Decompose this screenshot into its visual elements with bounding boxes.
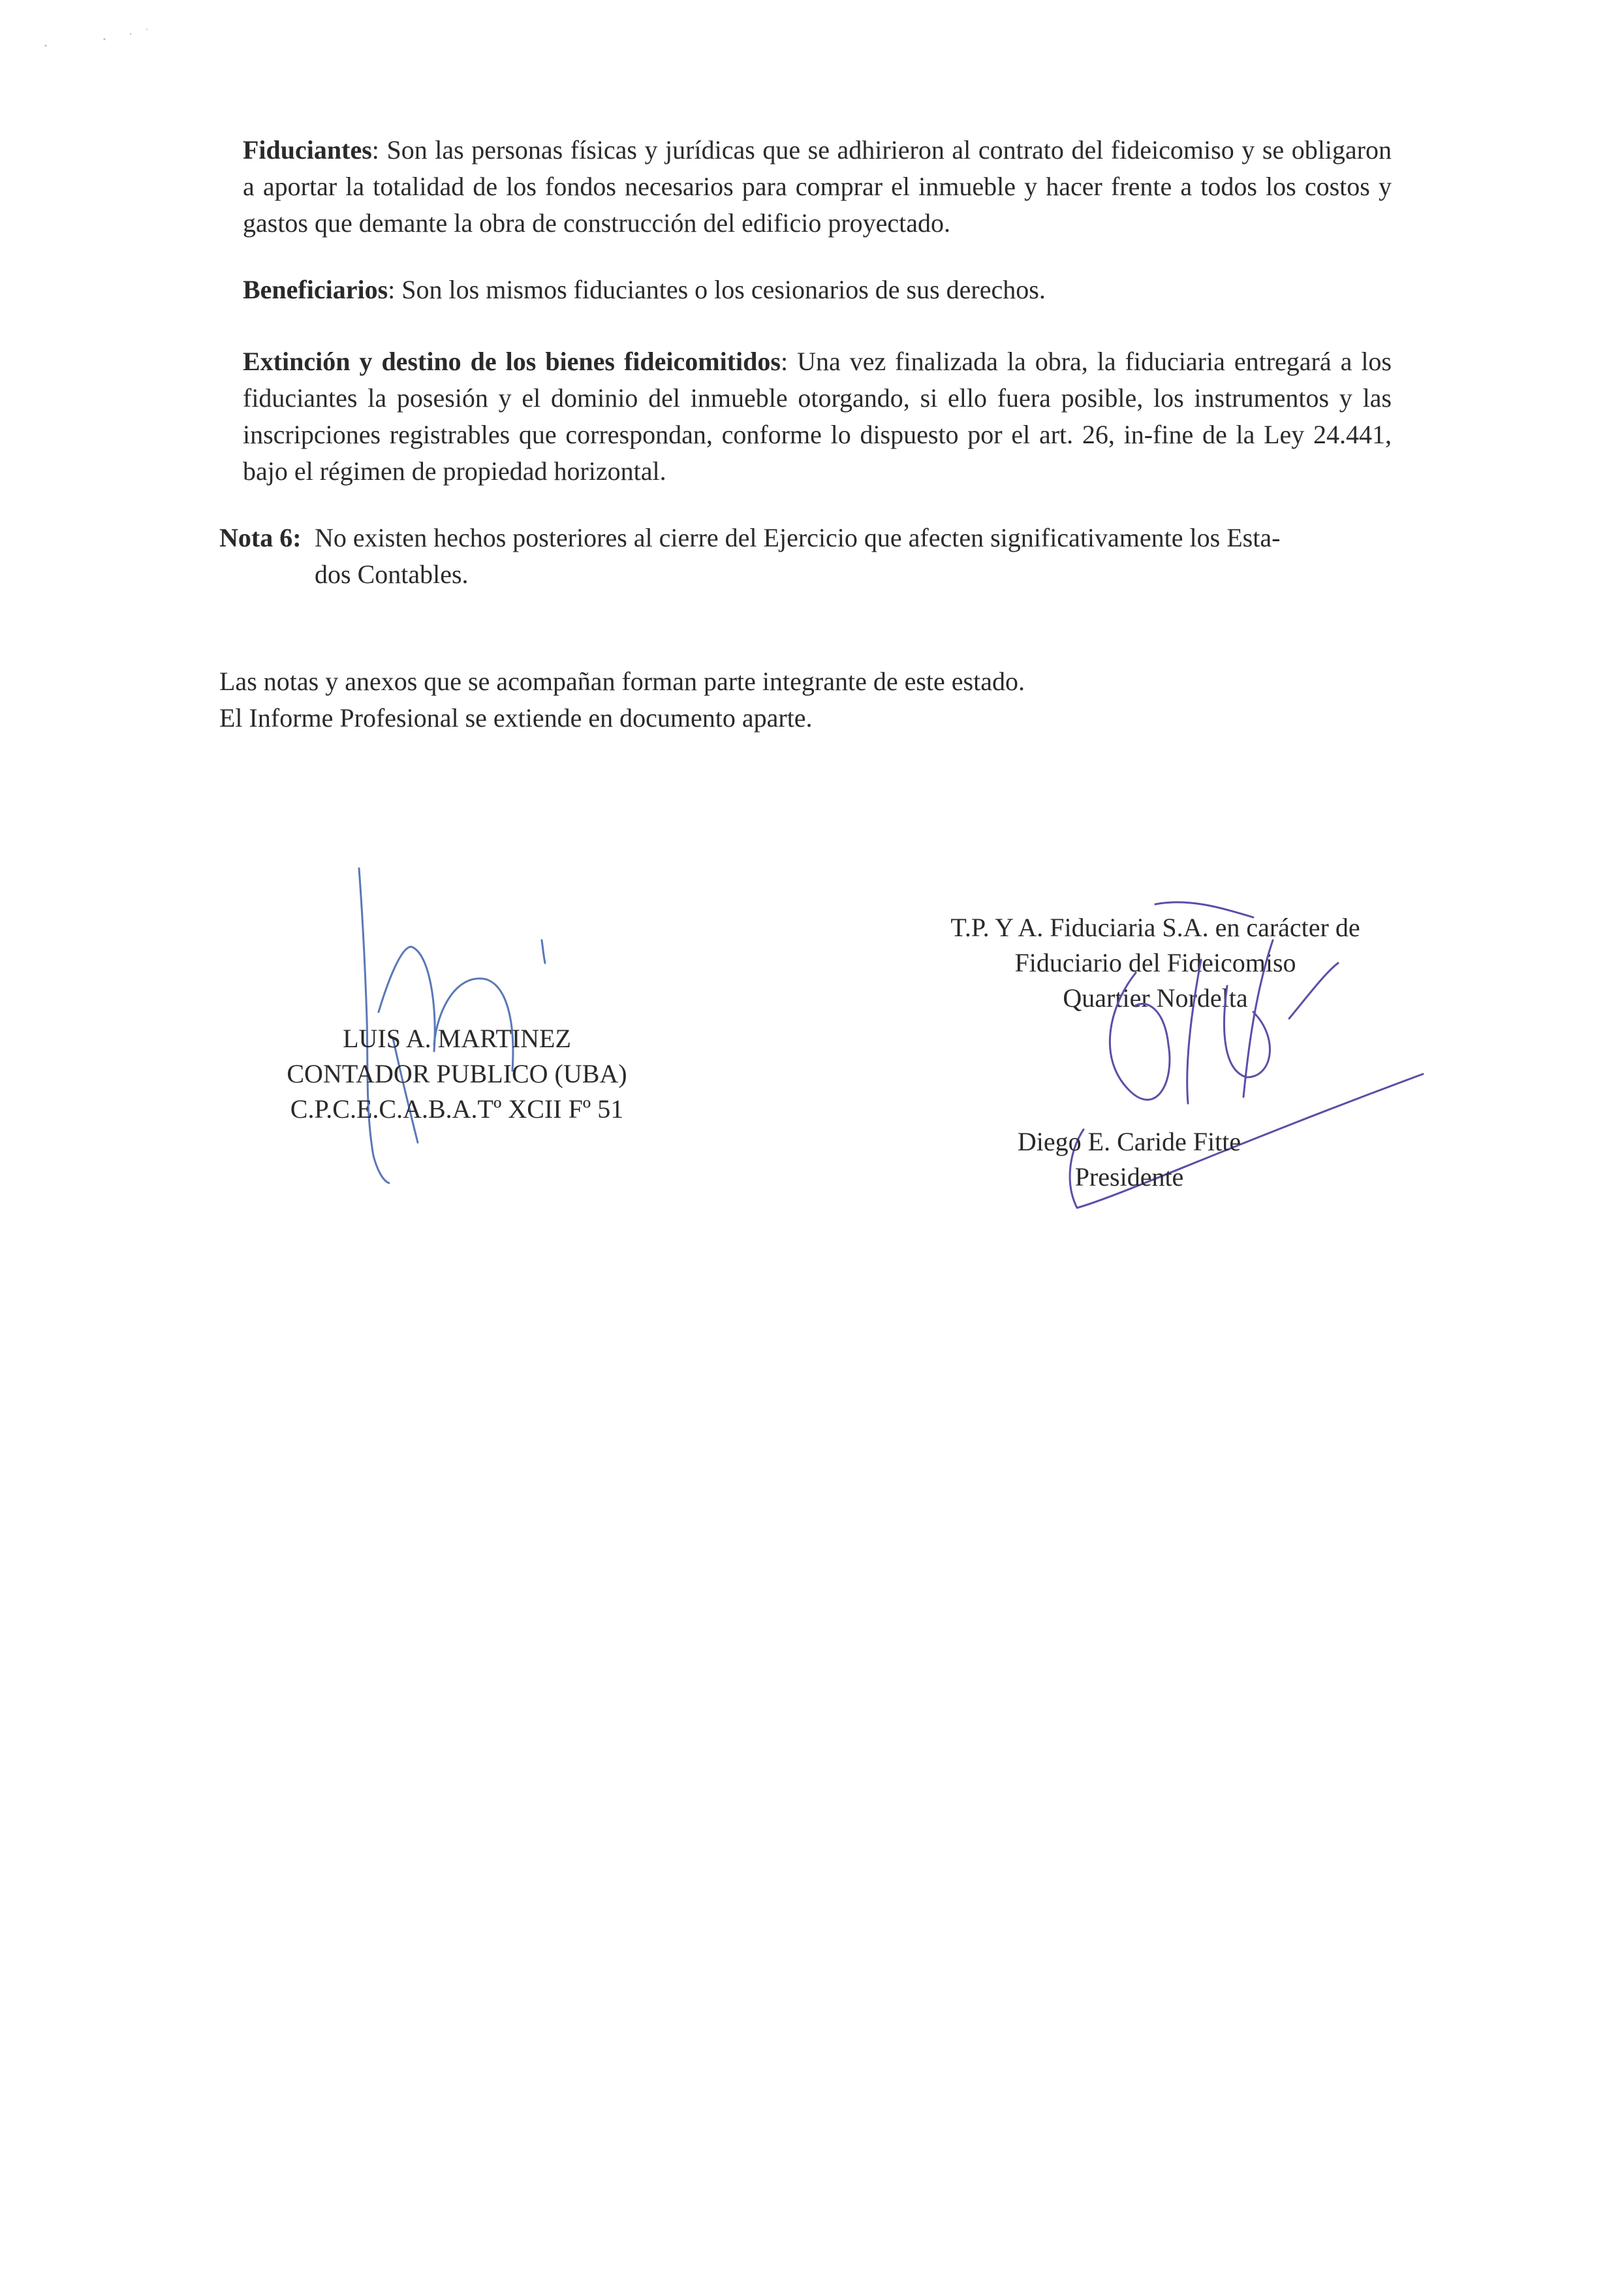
paragraph-fiduciantes <box>243 132 1392 242</box>
signatory-left <box>248 1021 666 1127</box>
footer-note-report: El Informe Profesional se extiende en documento aparte. <box>219 703 813 733</box>
scan-specks <box>26 20 170 72</box>
signatory-left-title: CONTADOR PUBLICO (UBA) <box>287 1059 627 1088</box>
signatory-left-name: LUIS A. MARTINEZ <box>343 1024 571 1053</box>
signature-left-handwritten <box>339 849 614 1188</box>
nota-6-label: Nota 6: <box>219 523 302 552</box>
signatory-right-title: Presidente <box>1074 1162 1184 1192</box>
term-beneficiarios: Beneficiarios <box>243 275 388 304</box>
signatory-right-person <box>992 1124 1266 1195</box>
text-extincion: : Una vez finalizada la obra, la fiduciaria entregará a los fiduciantes la posesión y el dominio del inmueble otorgando, si ello fuera posible, los instrumentos y las inscripciones registrables que correspondan, conforme lo dispuesto por el art. 26, in-fine de la Ley 24.441, bajo el régimen de propiedad horizontal. <box>243 347 1392 486</box>
footer-note-annexes: Las notas y anexos que se acompañan forman parte integrante de este estado. <box>219 667 1025 696</box>
term-fiduciantes: Fiduciantes <box>243 135 372 165</box>
text-beneficiarios: : Son los mismos fiduciantes o los cesionarios de sus derechos. <box>388 275 1046 304</box>
signatory-left-registration: C.P.C.E.C.A.B.A.Tº XCII Fº 51 <box>290 1094 624 1124</box>
nota-6-line-1: No existen hechos posteriores al cierre del Ejercicio que afecten significativamente los Esta- <box>315 523 1281 552</box>
term-extincion: Extinción y destino de los bienes fideicomitidos <box>243 347 781 376</box>
signatory-right-line-3: Quartier Nordelta <box>1063 983 1248 1013</box>
signatory-right-name: Diego E. Caride Fitte <box>1017 1127 1241 1156</box>
signatory-right-line-1: T.P. Y A. Fiduciaria S.A. en carácter de <box>950 913 1360 942</box>
paragraph-beneficiarios <box>243 272 1392 308</box>
nota-6-line-2: dos Contables. <box>315 560 469 589</box>
signatory-right-line-2: Fiduciario del Fideicomiso <box>1014 948 1296 977</box>
signatory-right-entity <box>888 910 1423 1016</box>
paragraph-extincion <box>243 343 1392 490</box>
text-fiduciantes: : Son las personas físicas y jurídicas que se adhirieron al contrato del fideicomiso y se obligaron a aportar la totalidad de los fondos necesarios para comprar el inmueble y hacer frente a todos los costos y gastos que demante la obra de construcción del edificio proyectado. <box>243 135 1392 238</box>
